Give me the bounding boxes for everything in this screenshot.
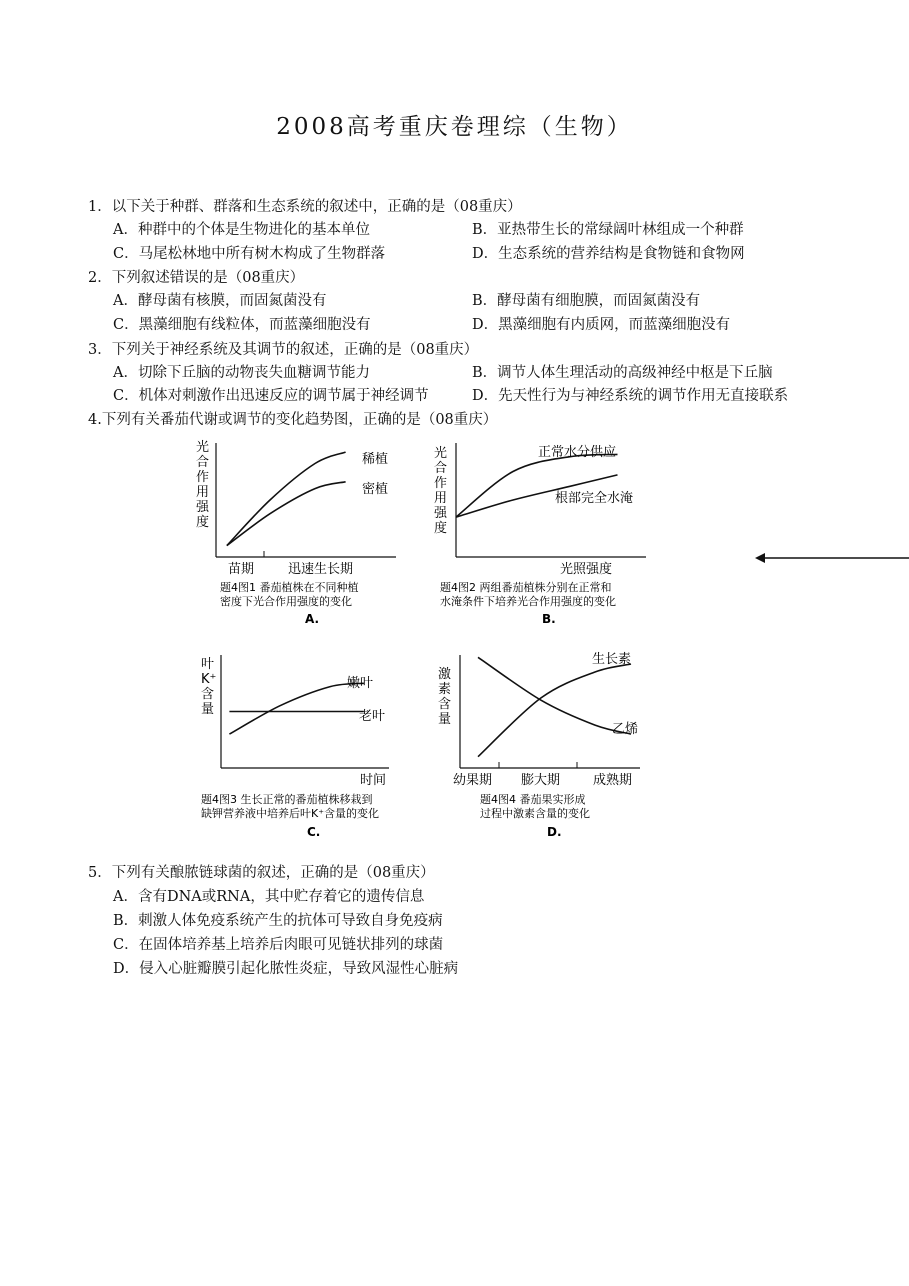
question-3-stem: 3．下列关于神经系统及其调节的叙述，正确的是（08重庆） [88,342,479,358]
figure-b-xlabel: 光照强度 [560,562,613,577]
question-5-option-c: C．在固体培养基上培养后肉眼可见链状排列的球菌 [113,937,444,953]
figure-b-series-1-line [456,454,618,517]
question-2-option-c: C．黑藻细胞有线粒体，而蓝藻细胞没有 [113,317,371,333]
question-4-stem: 4.下列有关番茄代谢或调节的变化趋势图，正确的是（08重庆） [88,412,498,428]
figure-b-ylabel-3: 作 [434,476,448,491]
figure-d-xtick-label-2: 膨大期 [521,773,561,788]
question-5-option-a: A．含有DNA或RNA，其中贮存着它的遗传信息 [113,889,425,905]
figure-a-letter: A. [305,612,320,626]
figure-b-ylabel-1: 光 [434,446,448,461]
question-3-option-b: B．调节人体生理活动的高级神经中枢是下丘脑 [472,365,773,381]
figure-d [435,650,665,845]
question-2-option-b: B．酵母菌有细胞膜，而固氮菌没有 [472,293,701,309]
figure-d-ylabel-1: 激 [438,667,452,682]
question-1-option-d: D．生态系统的营养结构是食物链和食物网 [472,246,745,262]
figure-a-ylabel-2: 合 [196,455,210,470]
figure-d-letter: D. [547,825,562,839]
figure-a-series-2-line [227,482,346,546]
question-1-option-c: C．马尾松林地中所有树木构成了生物群落 [113,246,386,262]
question-3-option-c: C．机体对刺激作出迅速反应的调节属于神经调节 [113,388,429,404]
figure-c-svg [195,650,435,845]
figure-b-svg [430,435,680,630]
figure-b-ylabel-5: 强 [434,506,448,521]
figure-b-letter: B. [542,612,556,626]
figure-b [430,435,680,630]
arrow-left-icon [755,551,909,565]
question-5-option-d: D．侵入心脏瓣膜引起化脓性炎症，导致风湿性心脏病 [113,961,459,977]
question-1-stem: 1．以下关于种群、群落和生态系统的叙述中，正确的是（08重庆） [88,199,522,215]
figure-d-xtick-label-1: 幼果期 [453,773,493,788]
figure-a-ylabel-4: 用 [196,485,210,500]
page-title: 2008高考重庆卷理综（生物） [276,114,633,140]
figure-a-svg [190,435,420,630]
figure-d-svg [435,650,665,845]
question-1-option-b: B．亚热带生长的常绿阔叶林组成一个种群 [472,222,744,238]
question-1-option-a: A．种群中的个体是生物进化的基本单位 [113,222,370,238]
question-2-option-a: A．酵母菌有核膜，而固氮菌没有 [113,293,327,309]
figure-a-ylabel-1: 光 [196,440,210,455]
figure-b-ylabel-6: 度 [434,521,448,536]
figure-a-caption-line-2: 密度下光合作用强度的变化 [220,595,352,608]
figure-d-caption-line-1: 题4图4 番茄果实形成 [480,793,586,806]
figure-c-ylabel-4: 量 [201,702,215,717]
figure-d-xtick-label-3: 成熟期 [593,773,633,788]
question-5-stem: 5．下列有关酿脓链球菌的叙述，正确的是（08重庆） [88,865,435,881]
figure-c-ylabel-3: 含 [201,687,215,702]
figure-a-series-2-label: 密植 [362,482,389,497]
figure-d-ylabel-3: 含 [438,697,452,712]
figure-b-ylabel-4: 用 [434,491,448,506]
figure-c-caption-line-1: 题4图3 生长正常的番茄植株移栽到 [201,793,373,806]
question-3-option-d: D．先天性行为与神经系统的调节作用无直接联系 [472,388,789,404]
figure-c-caption-line-2: 缺钾营养液中培养后叶K⁺含量的变化 [201,807,380,820]
question-5-option-b: B．刺激人体免疫系统产生的抗体可导致自身免疫病 [113,913,443,929]
figure-d-series-1-line [478,664,631,757]
figure-c-ylabel-2: K⁺ [201,672,217,687]
figure-a-xtick-label-2: 迅速生长期 [288,562,354,577]
figure-d-ylabel-4: 量 [438,712,452,727]
figure-a-caption-line-1: 题4图1 番茄植株在不同种植 [220,581,359,594]
figure-a-ylabel-5: 强 [196,500,210,515]
question-2-stem: 2．下列叙述错误的是（08重庆） [88,270,305,286]
figure-b-series-2-label: 根部完全水淹 [555,491,634,506]
figure-a-xtick-label-1: 苗期 [228,562,255,577]
figure-a-series-1-label: 稀植 [362,452,389,467]
figure-d-ylabel-2: 素 [438,682,452,697]
figure-c [195,650,435,845]
figure-b-caption-line-1: 题4图2 两组番茄植株分别在正常和 [440,581,612,594]
figure-b-series-1-label: 正常水分供应 [538,445,617,460]
figure-d-series-1-label: 生长素 [592,652,632,667]
figure-c-letter: C. [307,825,321,839]
figure-b-caption-line-2: 水淹条件下培养光合作用强度的变化 [440,595,616,608]
figure-b-ylabel-2: 合 [434,461,448,476]
question-3-option-a: A．切除下丘脑的动物丧失血糖调节能力 [113,365,370,381]
figure-c-ylabel-1: 叶 [201,657,215,672]
question-2-option-d: D．黑藻细胞有内质网，而蓝藻细胞没有 [472,317,731,333]
figure-c-series-1-label: 嫩叶 [347,676,374,691]
figure-c-series-1-line [229,683,363,734]
figure-d-series-2-label: 乙烯 [612,722,639,737]
figure-a-ylabel-3: 作 [196,470,210,485]
figure-a [190,435,420,630]
figure-c-series-2-label: 老叶 [359,709,386,724]
figure-a-ylabel-6: 度 [196,515,210,530]
figure-d-caption-line-2: 过程中激素含量的变化 [480,807,590,820]
figure-c-xlabel: 时间 [360,773,387,788]
